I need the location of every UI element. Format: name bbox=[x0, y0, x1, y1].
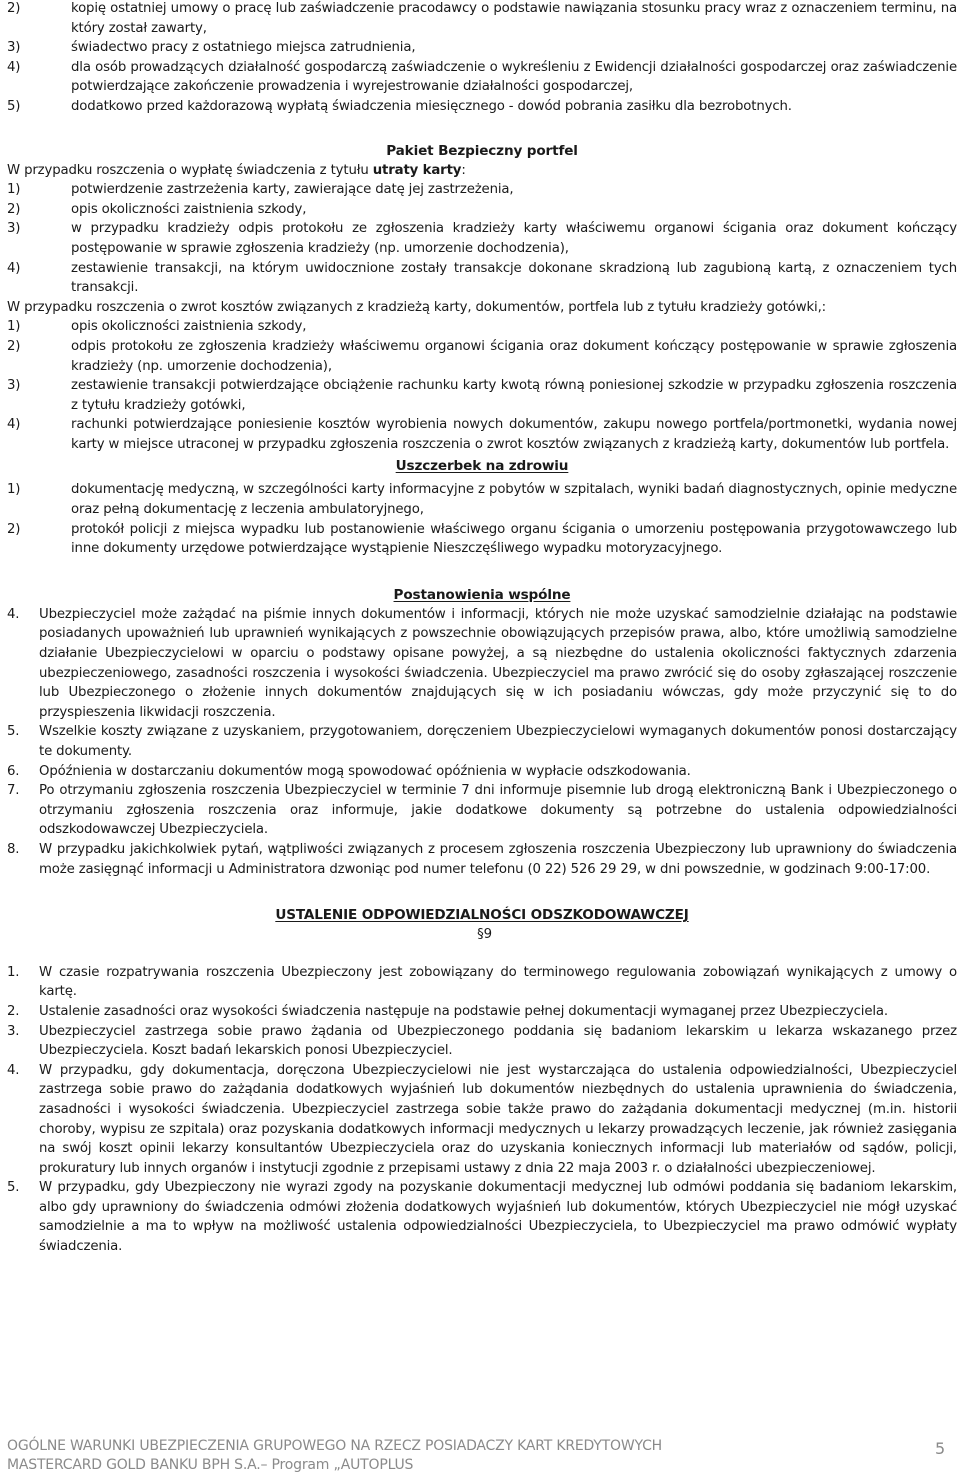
item-text: dodatkowo przed każdorazową wypłatą świadczenia miesięcznego - dowód pobrania zasiłku dla bezrobotnych. bbox=[71, 98, 792, 114]
list-item bbox=[7, 1002, 957, 1022]
postanowienia-list bbox=[7, 605, 957, 879]
uszczerbek-list bbox=[7, 480, 957, 558]
section-number: §9 bbox=[477, 927, 492, 943]
item-text: potwierdzenie zastrzeżenia karty, zawierające datę jej zastrzeżenia, bbox=[71, 182, 514, 198]
item-number: 2) bbox=[7, 338, 21, 354]
top-list bbox=[7, 0, 957, 117]
list-item bbox=[7, 219, 957, 258]
item-number: 4. bbox=[7, 1062, 20, 1078]
list-item bbox=[7, 840, 957, 879]
list-item bbox=[7, 1022, 957, 1061]
item-text: opis okoliczności zaistnienia szkody, bbox=[71, 319, 307, 335]
item-text: dla osób prowadzących działalność gospodarczą zaświadczenie o wykreśleniu z Ewidencji działalności gospodarczej oraz zaświadczenie potwierdzające zakończenie prowadzenia i wyrejestrowanie działalności gospodarczej, bbox=[71, 59, 957, 95]
item-number: 1) bbox=[7, 319, 21, 335]
footer-line-1: OGÓLNE WARUNKI UBEZPIECZENIA GRUPOWEGO NA RZECZ POSIADACZY KART KREDYTOWYCH bbox=[7, 1438, 662, 1454]
item-number: 4) bbox=[7, 260, 21, 276]
list-item bbox=[7, 38, 957, 58]
list-item bbox=[7, 963, 957, 1002]
list-item bbox=[7, 415, 957, 454]
item-text: Ubezpieczyciel może zażądać na piśmie innych dokumentów i informacji, których nie może uzyskać samodzielnie działając na podstawie posiadanych upoważnień lub uprawnień wynikających z powszechnie obowiązujących przepisów prawa, albo, które umożliwią samodzielne działanie Ubezpieczycielowi w oparciu o podstawy opisane powyżej, a są niezbędne do ustalenia okoliczności faktycznych zdarzenia ubezpieczeniowego, zasadności roszczenia i wysokości świadczenia. Ubezpieczyciel ma prawo zwrócić się do osoby zgłaszającej roszczenie lub Ubezpieczonego o złożenie innych dokumentów znajdujących się w ich posiadaniu wówczas, gdy może przyczynić się to do przyspieszenia likwidacji roszczenia. bbox=[39, 606, 957, 720]
pakiet-heading: Pakiet Bezpieczny portfel bbox=[386, 142, 578, 159]
pakiet-intro-2: W przypadku roszczenia o zwrot kosztów związanych z kradzieżą karty, dokumentów, portfela lub z tytułu kradzieży gotówki,: bbox=[7, 299, 827, 315]
item-number: 2) bbox=[7, 201, 21, 217]
item-number: 3) bbox=[7, 40, 21, 56]
item-number: 7. bbox=[7, 783, 20, 799]
item-text: zestawienie transakcji potwierdzające obciążenie rachunku karty kwotą równą poniesionej szkodzie w przypadku zgłoszenia roszczenia z tytułu kradzieży gotówki, bbox=[71, 378, 957, 413]
item-text: Opóźnienia w dostarczaniu dokumentów mogą spowodować opóźnienia w wypłacie odszkodowania. bbox=[39, 763, 691, 779]
pakiet-list-2 bbox=[7, 317, 957, 454]
intro-bold: utraty karty bbox=[372, 162, 462, 178]
item-number: 5. bbox=[7, 724, 20, 740]
item-text: zestawienie transakcji, na którym uwidocznione zostały transakcje dokonane skradzioną lub zagubioną kartą, z oznaczeniem tych transakcji. bbox=[71, 260, 957, 296]
footer-line-2: MASTERCARD GOLD BANKU BPH S.A.– Program „AUTOPLUS bbox=[7, 1457, 414, 1473]
ustalenie-list bbox=[7, 963, 957, 1257]
item-text: Ubezpieczyciel zastrzega sobie prawo żądania od Ubezpieczonego poddania się badaniom lekarskim u lekarza wskazanego przez Ubezpieczyciela. Koszt badań lekarskich ponosi Ubezpieczyciel. bbox=[39, 1023, 957, 1059]
item-text: W przypadku jakichkolwiek pytań, wątpliwości związanych z procesem zgłoszenia roszczenia Ubezpieczony lub uprawniony do świadczenia może zasięgnąć informacji u Administratora dzwoniąc pod numer telefonu (0 22) 526 29 29, w dni powszednie, w godzinach 9:00-17:00. bbox=[39, 841, 957, 877]
list-item bbox=[7, 337, 957, 376]
item-text: Po otrzymaniu zgłoszenia roszczenia Ubezpieczyciel w terminie 7 dni informuje pisemnie lub drogą elektroniczną Bank i Ubezpieczonego o otrzymaniu zgłoszenia roszczenia oraz informuje, jakie dodatkowe dokumenty są potrzebne do ustalenia odpowiedzialności odszkodowawczej Ubezpieczyciela. bbox=[39, 783, 957, 838]
list-item bbox=[7, 259, 957, 298]
item-number: 1) bbox=[7, 482, 21, 498]
item-number: 2. bbox=[7, 1003, 20, 1019]
pakiet-intro-1 bbox=[7, 161, 957, 181]
list-item bbox=[7, 376, 957, 415]
item-number: 5. bbox=[7, 1180, 20, 1196]
item-number: 8. bbox=[7, 841, 20, 857]
item-text: świadectwo pracy z ostatniego miejsca zatrudnienia, bbox=[71, 40, 416, 56]
list-item bbox=[7, 1178, 957, 1256]
list-item bbox=[7, 180, 957, 200]
document-body bbox=[7, 0, 957, 1257]
list-item bbox=[7, 605, 957, 723]
list-item bbox=[7, 1061, 957, 1179]
item-number: 2) bbox=[7, 1, 21, 16]
item-text: opis okoliczności zaistnienia szkody, bbox=[71, 201, 307, 217]
item-number: 2) bbox=[7, 521, 21, 537]
list-item bbox=[7, 317, 957, 337]
list-item bbox=[7, 97, 957, 117]
item-text: Ustalenie zasadności oraz wysokości świadczenia następuje na podstawie pełnej dokumentacji wymaganej przez Ubezpieczyciela. bbox=[39, 1003, 889, 1019]
intro-text: W przypadku roszczenia o wypłatę świadczenia z tytułu bbox=[7, 162, 373, 178]
item-number: 4. bbox=[7, 606, 20, 622]
ustalenie-heading: USTALENIE ODPOWIEDZIALNOŚCI ODSZKODOWAWCZEJ bbox=[275, 907, 689, 924]
item-text: protokół policji z miejsca wypadku lub postanowienie właściwego organu ścigania o umorzeniu postępowania przygotowawczego lub inne dokumenty urzędowe potwierdzające wystąpienie Nieszczęśliwego wypadku motoryzacyjnego. bbox=[71, 521, 957, 557]
item-text: kopię ostatniej umowy o pracę lub zaświadczenie pracodawcy o podstawie nawiązania stosunku pracy wraz z oznaczeniem terminu, na który został zawarty, bbox=[71, 1, 957, 36]
pakiet-list-1 bbox=[7, 180, 957, 298]
item-number: 1) bbox=[7, 182, 21, 198]
list-item bbox=[7, 480, 957, 519]
item-text: W przypadku, gdy dokumentacja, doręczona Ubezpieczycielowi nie jest wystarczająca do ustalenia odpowiedzialności, Ubezpieczyciel zastrzega sobie prawo do zażądania dodatkowych wyjaśnień lub dokumentów niezbędnych do ustalenia uprawnienia do świadczenia, zasadności i wysokości świadczenia. Ubezpieczyciel zastrzega sobie także prawo do zażądania dokumentacji medycznej (m.in. historii choroby, wypisu ze szpitala) oraz pozyskania dodatkowych informacji medycznych u lekarzy prowadzących leczenie, jak również zasięgania na swój koszt opinii lekarzy konsultantów Ubezpieczyciela oraz do uzyskania koniecznych informacji lub materiałów od sądów, policji, prokuratury lub innych organów i instytucji zgodnie z przepisami ustawy z dnia 22 maja 2003 r. o działalności ubezpieczeniowej. bbox=[39, 1062, 957, 1176]
uszczerbek-heading: Uszczerbek na zdrowiu bbox=[395, 458, 569, 475]
item-number: 1. bbox=[7, 964, 20, 980]
item-number: 4) bbox=[7, 417, 21, 433]
item-number: 5) bbox=[7, 98, 21, 114]
list-item bbox=[7, 520, 957, 559]
list-item bbox=[7, 781, 957, 840]
item-text: w przypadku kradzieży odpis protokołu ze zgłoszenia kradzieży karty właściwemu organowi ścigania oraz dokument kończący postępowanie w sprawie zgłoszenia kradzieży (np. umorzenie dochodzenia), bbox=[71, 221, 957, 256]
intro-colon: : bbox=[461, 162, 466, 178]
item-text: W czasie rozpatrywania roszczenia Ubezpieczony jest zobowiązany do terminowego regulowania zobowiązań wynikających z umowy o kartę. bbox=[39, 964, 957, 1000]
page-footer bbox=[7, 1437, 953, 1475]
item-number: 3. bbox=[7, 1023, 20, 1039]
item-number: 6. bbox=[7, 763, 20, 779]
list-item bbox=[7, 722, 957, 761]
item-text: odpis protokołu ze zgłoszenia kradzieży właściwemu organowi ścigania oraz dokument kończący postępowanie w sprawie zgłoszenia kradzieży (np. umorzenie dochodzenia), bbox=[71, 338, 957, 374]
list-item bbox=[7, 200, 957, 220]
item-text: Wszelkie koszty związane z uzyskaniem, przygotowaniem, doręczeniem Ubezpieczycielowi wymaganych dokumentów ponosi dostarczający te dokumenty. bbox=[39, 724, 957, 759]
item-number: 3) bbox=[7, 221, 21, 237]
list-item bbox=[7, 762, 957, 782]
item-number: 4) bbox=[7, 59, 21, 75]
item-text: rachunki potwierdzające poniesienie kosztów wyrobienia nowych dokumentów, zakupu nowego portfela/portmonetki, wydania nowej karty w miejsce utraconej w przypadku zgłoszenia roszczenia o zwrot kosztów związanych z kradzieżą karty, dokumentów lub portfela. bbox=[71, 417, 957, 452]
item-text: dokumentację medyczną, w szczególności karty informacyjne z pobytów w szpitalach, wyniki badań diagnostycznych, opinie medyczne oraz pełną dokumentację z leczenia ambulatoryjnego, bbox=[71, 482, 957, 518]
list-item bbox=[7, 58, 957, 97]
page-number: 5 bbox=[935, 1439, 945, 1458]
postanowienia-heading: Postanowienia wspólne bbox=[393, 586, 571, 603]
list-item bbox=[7, 0, 957, 38]
item-number: 3) bbox=[7, 378, 21, 394]
item-text: W przypadku, gdy Ubezpieczony nie wyrazi zgody na pozyskanie dokumentacji medycznej lub odmówi poddania się badaniom lekarskim, albo gdy uprawniony do świadczenia odmówi złożenia dodatkowych wyjaśnień lub dokumentów, których Ubezpieczyciel nie mógł uzyskać samodzielnie a ma to wpływ na możliwość ustalenia odpowiedzialności Ubezpieczyciela, to Ubezpieczyciel ma prawo odmówić wypłaty świadczenia. bbox=[39, 1180, 957, 1255]
